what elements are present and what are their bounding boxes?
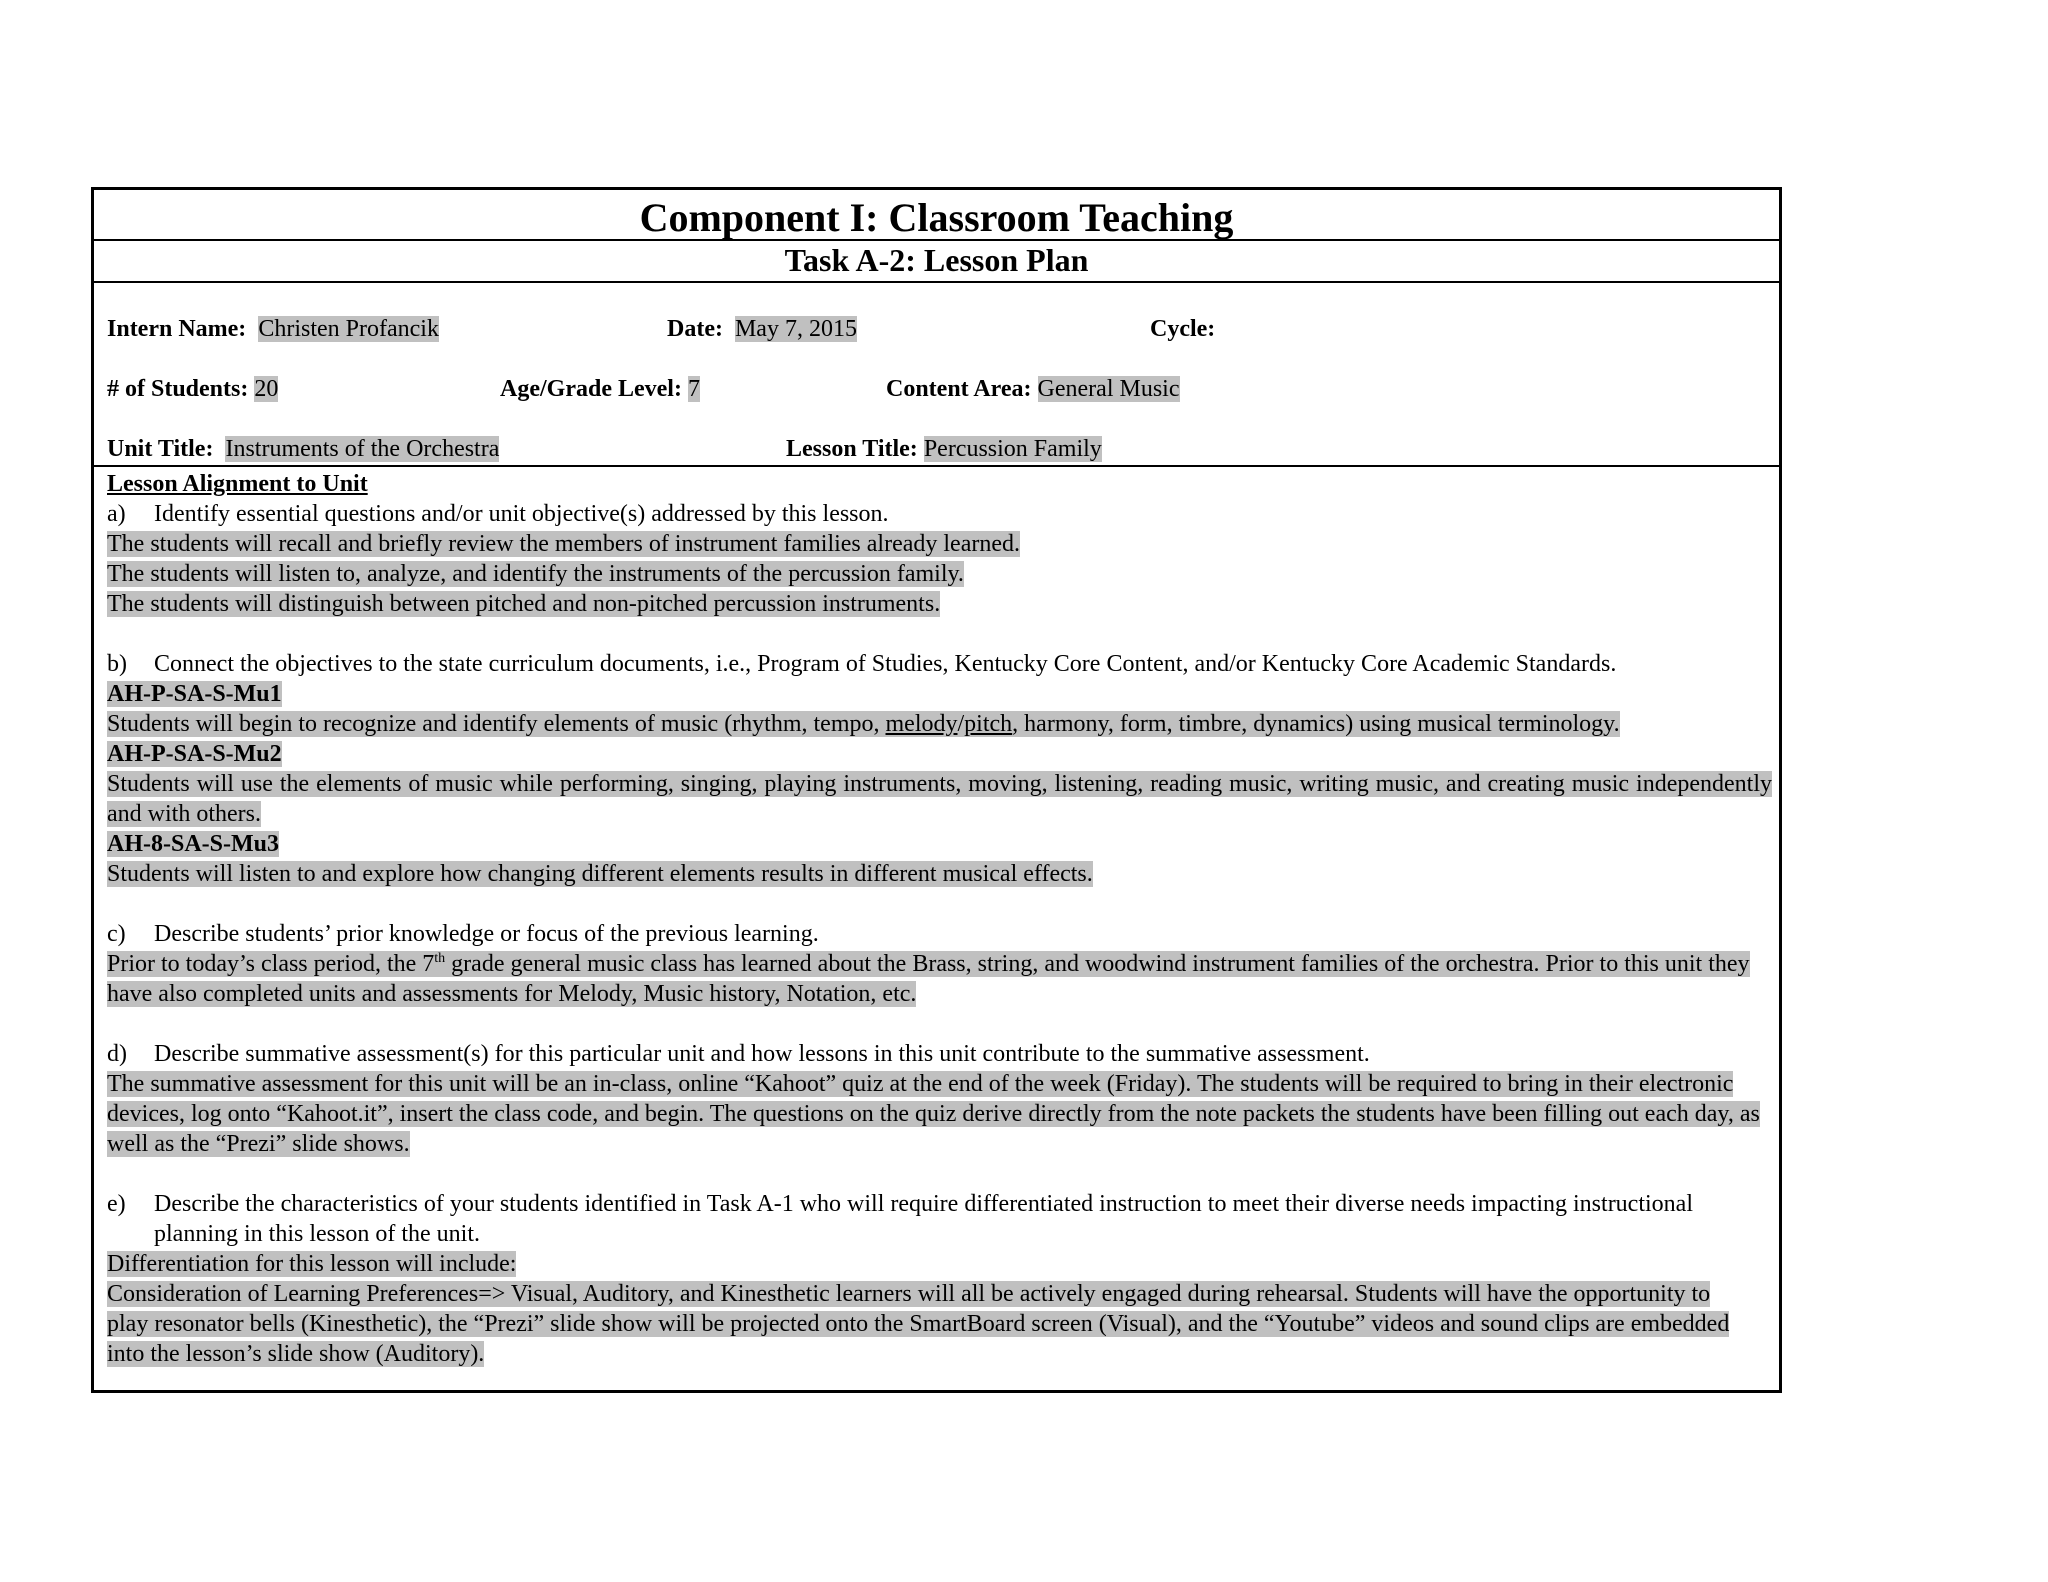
grade-value: 7 <box>687 376 700 402</box>
cycle-label: Cycle: <box>1150 316 1216 342</box>
question-b-label: b) <box>107 651 127 677</box>
unit-title-label: Unit Title: <box>107 436 214 462</box>
answer-e-line1 <box>107 1249 1772 1279</box>
answer-c <box>107 949 1755 1009</box>
standard-3-text-line <box>107 859 1772 889</box>
page-title: Component I: Classroom Teaching <box>94 190 1779 241</box>
question-b-prompt: Connect the objectives to the state curriculum documents, i.e., Program of Studies, Kentucky Core Content, and/or Kentucky Core Academic Standards. <box>154 651 1617 677</box>
date-field <box>667 314 857 344</box>
answer-d: The summative assessment for this unit will be an in-class, online “Kahoot” quiz at the end of the week (Friday). The students will be required to bring in their electronic devices, log onto “Kahoot.it”, insert the class code, and begin. The questions on the quiz derive directly from the note packets the students have been filling out each day, as well as the “Prezi” slide shows. <box>107 1071 1760 1157</box>
unit-title-field <box>107 434 499 464</box>
answer-a-line <box>107 589 1772 619</box>
date-value: May 7, 2015 <box>734 316 857 342</box>
answer-a-line <box>107 559 1772 589</box>
standard-3-text: Students will listen to and explore how changing different elements results in different musical effects. <box>107 861 1093 887</box>
question-d <box>107 1039 1772 1069</box>
answer-c-text-a: Prior to today’s class period, the 7 <box>107 951 435 977</box>
standard-2 <box>107 739 1772 769</box>
answer-e-intro: Differentiation for this lesson will include: <box>107 1251 517 1277</box>
answer-c-text-b: grade general music class has learned about the Brass, string, and woodwind instrument families of the orchestra. Prior to this unit they have also completed units and assessments for Melody, Music history, Notation, etc. <box>107 951 1750 1007</box>
content-area-value: General Music <box>1037 376 1180 402</box>
question-c-label: c) <box>107 921 126 947</box>
question-d-label: d) <box>107 1041 127 1067</box>
standard-3 <box>107 829 1772 859</box>
question-a-prompt: Identify essential questions and/or unit objective(s) addressed by this lesson. <box>154 501 889 527</box>
grade-field <box>500 374 700 404</box>
question-a <box>107 499 1772 529</box>
standard-1-pitch: pitch <box>964 711 1013 737</box>
question-a-label: a) <box>107 501 126 527</box>
students-label: # of Students: <box>107 376 249 402</box>
standard-1-melody: melody <box>885 711 958 737</box>
date-label: Date: <box>667 316 723 342</box>
question-e <box>107 1189 1772 1249</box>
answer-e: Consideration of Learning Preferences=> Visual, Auditory, and Kinesthetic learners will all be actively engaged during rehearsal. Students will have the opportunity to play resonator bells (Kinesthetic), the “Prezi” slide show will be projected onto the SmartBoard screen (Visual), and the “Youtube” videos and sound clips are embedded into the lesson’s slide show (Auditory). <box>107 1281 1730 1367</box>
question-d-prompt: Describe summative assessment(s) for this particular unit and how lessons in this unit contribute to the summative assessment. <box>154 1041 1370 1067</box>
lesson-title-field <box>786 434 1102 464</box>
answer-a-2: The students will listen to, analyze, and identify the instruments of the percussion family. <box>107 561 964 587</box>
question-e-prompt: Describe the characteristics of your students identified in Task A-1 who will require differentiated instruction to meet their diverse needs impacting instructional planning in this lesson of the unit. <box>154 1191 1693 1247</box>
answer-a-1: The students will recall and briefly review the members of instrument families already learned. <box>107 531 1021 557</box>
section-divider <box>94 465 1779 467</box>
standard-2-text-line <box>107 769 1772 829</box>
page-subtitle: Task A-2: Lesson Plan <box>94 239 1779 283</box>
standard-3-code: AH-8-SA-S-Mu3 <box>107 831 279 857</box>
answer-a-line <box>107 529 1772 559</box>
standard-2-code: AH-P-SA-S-Mu2 <box>107 741 282 767</box>
unit-title-value: Instruments of the Orchestra <box>225 436 500 462</box>
lesson-title-value: Percussion Family <box>923 436 1102 462</box>
standard-1-code: AH-P-SA-S-Mu1 <box>107 681 282 707</box>
intern-name-value: Christen Profancik <box>258 316 439 342</box>
standard-1-text-a: Students will begin to recognize and identify elements of music (rhythm, tempo, <box>107 711 886 737</box>
intern-name-label: Intern Name: <box>107 316 247 342</box>
grade-label: Age/Grade Level: <box>500 376 682 402</box>
question-e-label: e) <box>107 1191 126 1217</box>
standard-2-text: Students will use the elements of music while performing, singing, playing instruments, moving, listening, reading music, writing music, and creating music independently and with others. <box>107 771 1772 827</box>
students-value: 20 <box>254 376 279 402</box>
standard-1-text-b: , harmony, form, timbre, dynamics) using musical terminology. <box>1012 711 1620 737</box>
answer-e-line <box>107 1279 1755 1369</box>
question-c-prompt: Describe students’ prior knowledge or focus of the previous learning. <box>154 921 819 947</box>
question-b <box>107 649 1772 679</box>
lesson-title-label: Lesson Title: <box>786 436 918 462</box>
intern-name-field <box>107 314 439 344</box>
lesson-plan-page <box>91 187 1782 1393</box>
content-area-field <box>886 374 1180 404</box>
alignment-heading: Lesson Alignment to Unit <box>107 471 368 497</box>
content-area-label: Content Area: <box>886 376 1032 402</box>
answer-c-sup: th <box>434 951 446 966</box>
standard-1 <box>107 679 1772 709</box>
question-c <box>107 919 1772 949</box>
standard-1-text <box>107 709 1772 739</box>
answer-d-line <box>107 1069 1767 1159</box>
standard-1-slash: / <box>957 711 965 737</box>
cycle-field <box>1150 314 1215 344</box>
lesson-alignment-section <box>107 469 1772 1369</box>
answer-a-3: The students will distinguish between pitched and non-pitched percussion instruments. <box>107 591 941 617</box>
students-field <box>107 374 278 404</box>
